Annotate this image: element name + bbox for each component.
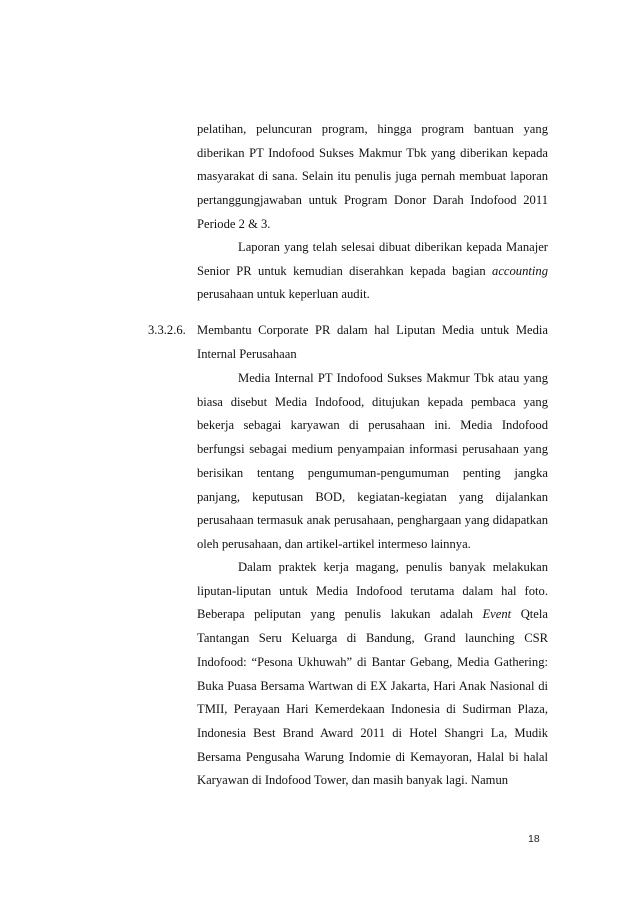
- italic-term-accounting: accounting: [492, 263, 548, 278]
- paragraph-internship-coverage: [197, 556, 548, 793]
- paragraph-continuation: pelatihan, peluncuran program, hingga program bantuan yang diberikan PT Indofood Sukses Makmur Tbk yang diberikan kepada masyarakat di sana. Selain itu penulis juga pernah membuat laporan pertanggungjawaban untuk Program Donor Darah Indofood 2011 Periode 2 & 3.: [197, 122, 548, 231]
- paragraph-media-internal: Media Internal PT Indofood Sukses Makmur Tbk atau yang biasa disebut Media Indofood, ditujukan kepada pembaca yang bekerja sebagai karyawan di perusahaan ini. Media Indofood berfungsi sebagai medium penyampaian informasi perusahaan yang berisikan tentang pengumuman-pengumuman penting jangka panjang, keputusan BOD, kegiatan-kegiatan yang dijalankan perusahaan termasuk anak perusahaan, penghargaan yang didapatkan oleh perusahaan, dan artikel-artikel intermeso lainnya.: [197, 371, 548, 551]
- italic-term-event: Event: [482, 607, 512, 622]
- paragraph-report-intro: Laporan yang telah selesai dibuat diberikan kepada Manajer Senior PR untuk kemudian diserahkan kepada bagian: [197, 240, 548, 278]
- section-number: 3.3.2.6.: [148, 323, 186, 337]
- paragraph-coverage-intro: Dalam praktek kerja magang, penulis banyak melakukan liputan-liputan untuk Media Indofood terutama dalam hal foto. Beberapa peliputan yang penulis lakukan adalah: [197, 560, 548, 622]
- page-number: 18: [528, 833, 540, 845]
- paragraph-coverage-rest: Qtela Tantangan Seru Keluarga di Bandung, Grand launching CSR Indofood: “Pesona Ukhuwah” di Bantar Gebang, Media Gathering: Buka Puasa Bersama Wartwan di EX Jakarta, Hari Anak Nasional di TMII, Perayaan Hari Kemerdekaan Indonesia di Sudirman Plaza, Indonesia Best Brand Award 2011 di Hotel Shangri La, Mudik Bersama Pengusaha Warung Indomie di Kemayoran, Halal bi halal Karyawan di Indofood Tower, dan masih banyak lagi. Namun: [197, 607, 548, 788]
- section-heading: Membantu Corporate PR dalam hal Liputan Media untuk Media Internal Perusahaan: [197, 323, 548, 361]
- paragraph-report-rest: perusahaan untuk keperluan audit.: [197, 287, 370, 302]
- paragraph-report: [197, 236, 548, 307]
